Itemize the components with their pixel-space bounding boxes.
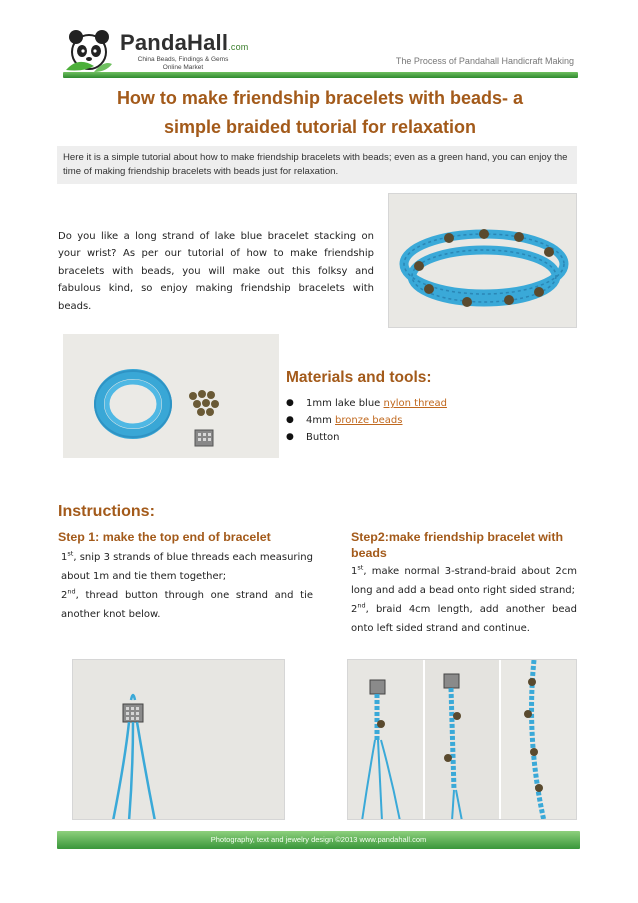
title-line-2: simple braided tutorial for relaxation (163, 117, 477, 137)
materials-list (286, 395, 447, 446)
instructions-heading: Instructions: (58, 503, 155, 520)
materials-item-thread: ● 1mm lake blue nylon thread (286, 395, 447, 412)
step2-line2-text: , braid 4cm length, add another bead onto left sided strand and continue. (351, 604, 577, 634)
footer-copyright: Photography, text and jewelry design ©2013 www.pandahall.com (210, 835, 427, 844)
panda-icon (64, 26, 114, 74)
step1-line2-sup: nd (67, 587, 76, 596)
brand-subtitle (128, 56, 238, 72)
step2-photo (347, 659, 577, 820)
title-line-1: How to make friendship bracelets with beads- a (116, 88, 524, 108)
intro-paragraph: Do you like a long strand of lake blue bracelet stacking on your wrist? As per our tutorial of how to make friendship bracelets with beads, you will make out this folksy and fabulous kind, so enjoy making friendship bracelets with beads. (58, 231, 374, 312)
step1-line2-num: 2 (61, 590, 68, 601)
materials-item-beads: ● 4mm bronze beads (286, 412, 447, 429)
brand-subtitle-line1: China Beads, Findings & Gems (137, 56, 229, 63)
step2-line2-sup: nd (357, 601, 366, 610)
step1-line1-num: 1 (61, 552, 68, 563)
step1-text (61, 548, 313, 624)
step1-title: Step 1: make the top end of bracelet (58, 530, 271, 544)
step2-line1-sup: st (357, 563, 364, 572)
step1-line1-text: , snip 3 strands of blue threads each measuring about 1m and tie them together; (61, 552, 313, 582)
step2-line1-text: , make normal 3-strand-braid about 2cm long and add a bead onto right sided strand; (351, 566, 577, 596)
bronze-beads-link[interactable]: bronze beads (335, 415, 403, 426)
intro-box: Here it is a simple tutorial about how to make friendship bracelets with beads; even as a green hand, you can enjoy the time of making friendship bracelets with beads just for relaxation. (57, 146, 577, 184)
materials-photo (63, 334, 279, 458)
step1-line2-text: , thread button through one strand and tie another knot below. (61, 590, 313, 620)
materials-item-button: ● Button (286, 429, 447, 446)
nylon-thread-link[interactable]: nylon thread (383, 398, 447, 409)
step2-line2-num: 2 (351, 604, 358, 615)
header-divider (63, 72, 578, 78)
materials-heading: Materials and tools: (286, 369, 432, 386)
finished-bracelet-photo (388, 193, 577, 328)
step1-photo (72, 659, 285, 820)
brand-name: PandaHall.com (120, 30, 249, 55)
page-title (60, 84, 580, 142)
step2-line1-num: 1 (351, 566, 358, 577)
step2-text (351, 562, 577, 638)
brand-subtitle-line2: Online Market (162, 64, 204, 71)
header-tagline: The Process of Pandahall Handicraft Making (395, 56, 574, 66)
step2-title: Step2:make friendship bracelet with beads (351, 530, 564, 560)
step1-line1-sup: st (67, 549, 74, 558)
brand-tld: .com (228, 42, 249, 52)
